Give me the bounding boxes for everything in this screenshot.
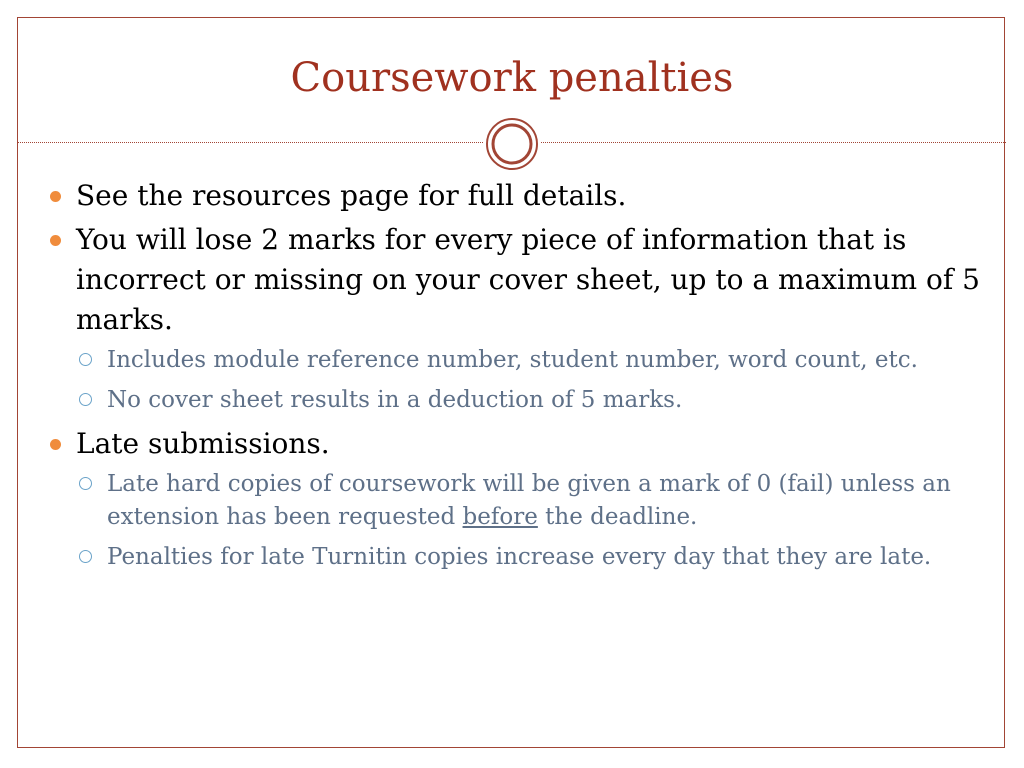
slide-body	[46, 176, 981, 581]
sub-bullet-item	[46, 541, 981, 574]
underlined-word: before	[462, 504, 538, 530]
sub-bullet-item	[46, 384, 981, 417]
bullet-item	[46, 424, 981, 464]
bullet-text: See the resources page for full details.	[76, 179, 627, 212]
sub-bullet-text: No cover sheet results in a deduction of 5 marks.	[107, 387, 683, 413]
bullet-text: You will lose 2 marks for every piece of information that is incorrect or missing on your cover sheet, up to a maximum of 5 marks.	[76, 223, 980, 336]
orange-bullet-icon	[50, 439, 61, 450]
title-divider-right	[541, 142, 1006, 143]
bullet-item	[46, 220, 981, 340]
orange-bullet-icon	[50, 191, 61, 202]
bullet-text: Late submissions.	[76, 427, 330, 460]
sub-bullet-text-part: the deadline.	[537, 504, 698, 530]
slide-title: Coursework penalties	[290, 55, 734, 101]
sub-bullet-item	[46, 468, 981, 534]
hollow-circle-bullet-icon	[79, 477, 92, 490]
circle-ornament-icon	[484, 116, 540, 172]
sub-bullet-text-part: Late hard copies of coursework will be given a mark of 0 (fail) unless an extension has been requested	[107, 471, 951, 530]
bullet-item	[46, 176, 981, 216]
sub-bullet-text: Penalties for late Turnitin copies increase every day that they are late.	[107, 544, 932, 570]
hollow-circle-bullet-icon	[79, 550, 92, 563]
title-divider-left	[17, 142, 483, 143]
orange-bullet-icon	[50, 235, 61, 246]
sub-bullet-text: Includes module reference number, student number, word count, etc.	[107, 347, 918, 373]
sub-bullet-text	[107, 471, 951, 530]
sub-bullet-item	[46, 344, 981, 377]
hollow-circle-bullet-icon	[79, 393, 92, 406]
hollow-circle-bullet-icon	[79, 353, 92, 366]
